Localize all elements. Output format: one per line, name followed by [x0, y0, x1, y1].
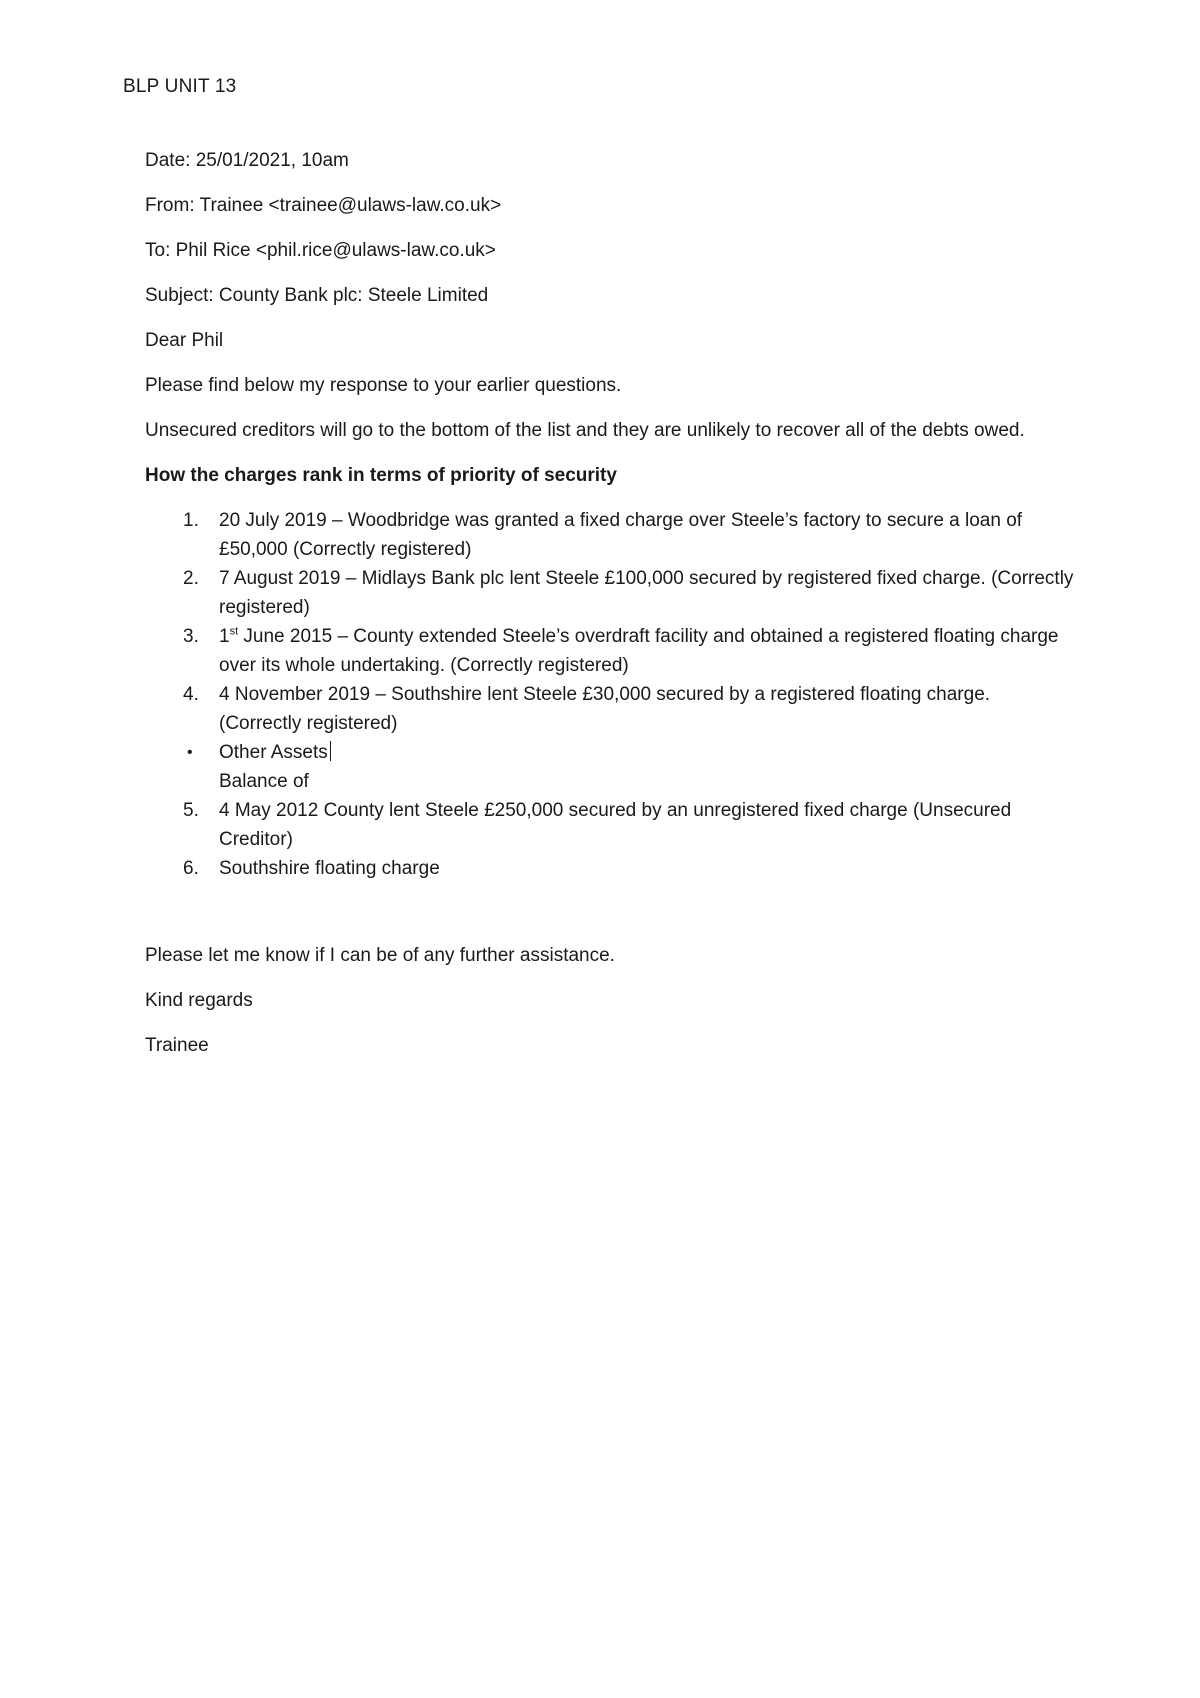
- list-number: 5.: [183, 800, 199, 821]
- list-item-day: 1: [219, 626, 230, 647]
- list-item: [145, 796, 1075, 854]
- list-item-text: June 2015 – County extended Steele’s overdraft facility and obtained a registered floating charge over its whole undertaking. (Correctly registered): [219, 626, 1059, 676]
- bullet-line-other-assets: Other Assets: [219, 742, 328, 763]
- list-item-text: 4 November 2019 – Southshire lent Steele £30,000 secured by a registered floating charge. (Correctly registered): [219, 684, 991, 734]
- list-item: [145, 622, 1075, 680]
- list-item-text: 20 July 2019 – Woodbridge was granted a fixed charge over Steele’s factory to secure a loan of £50,000 (Correctly registered): [219, 510, 1023, 560]
- list-number: 6.: [183, 858, 199, 879]
- page-header: BLP UNIT 13: [123, 76, 237, 97]
- email-salutation: Dear Phil: [145, 330, 224, 351]
- signoff: Kind regards: [145, 990, 253, 1011]
- email-to: To: Phil Rice <phil.rice@ulaws-law.co.uk>: [145, 240, 496, 261]
- priority-list: [145, 506, 1075, 883]
- bullet-icon: •: [187, 744, 193, 761]
- email-date: Date: 25/01/2021, 10am: [145, 150, 349, 171]
- bullet-item: [145, 738, 1075, 796]
- list-item: [145, 854, 1075, 883]
- list-number: 1.: [183, 510, 199, 531]
- closing-line: Please let me know if I can be of any further assistance.: [145, 945, 615, 966]
- list-item: [145, 680, 1075, 738]
- email-from: From: Trainee <trainee@ulaws-law.co.uk>: [145, 195, 502, 216]
- spacer: [145, 883, 1075, 941]
- bullet-line-balance: Balance of: [219, 771, 309, 792]
- list-item-text: 7 August 2019 – Midlays Bank plc lent Steele £100,000 secured by registered fixed charge. (Correctly registered): [219, 568, 1074, 618]
- list-item: [145, 564, 1075, 622]
- section-heading: How the charges rank in terms of priority of security: [145, 465, 617, 486]
- email-body: [145, 146, 1075, 1076]
- list-number: 3.: [183, 626, 199, 647]
- signature: Trainee: [145, 1035, 209, 1056]
- ordinal-suffix: st: [229, 625, 239, 638]
- email-subject: Subject: County Bank plc: Steele Limited: [145, 285, 489, 306]
- list-item: [145, 506, 1075, 564]
- text-cursor: [330, 741, 331, 761]
- list-number: 4.: [183, 684, 199, 705]
- list-item-text: 4 May 2012 County lent Steele £250,000 secured by an unregistered fixed charge (Unsecured Creditor): [219, 800, 1012, 850]
- unsecured-note: Unsecured creditors will go to the bottom of the list and they are unlikely to recover all of the debts owed.: [145, 420, 1025, 441]
- email-intro: Please find below my response to your earlier questions.: [145, 375, 622, 396]
- list-item-text: Southshire floating charge: [219, 858, 440, 879]
- list-number: 2.: [183, 568, 199, 589]
